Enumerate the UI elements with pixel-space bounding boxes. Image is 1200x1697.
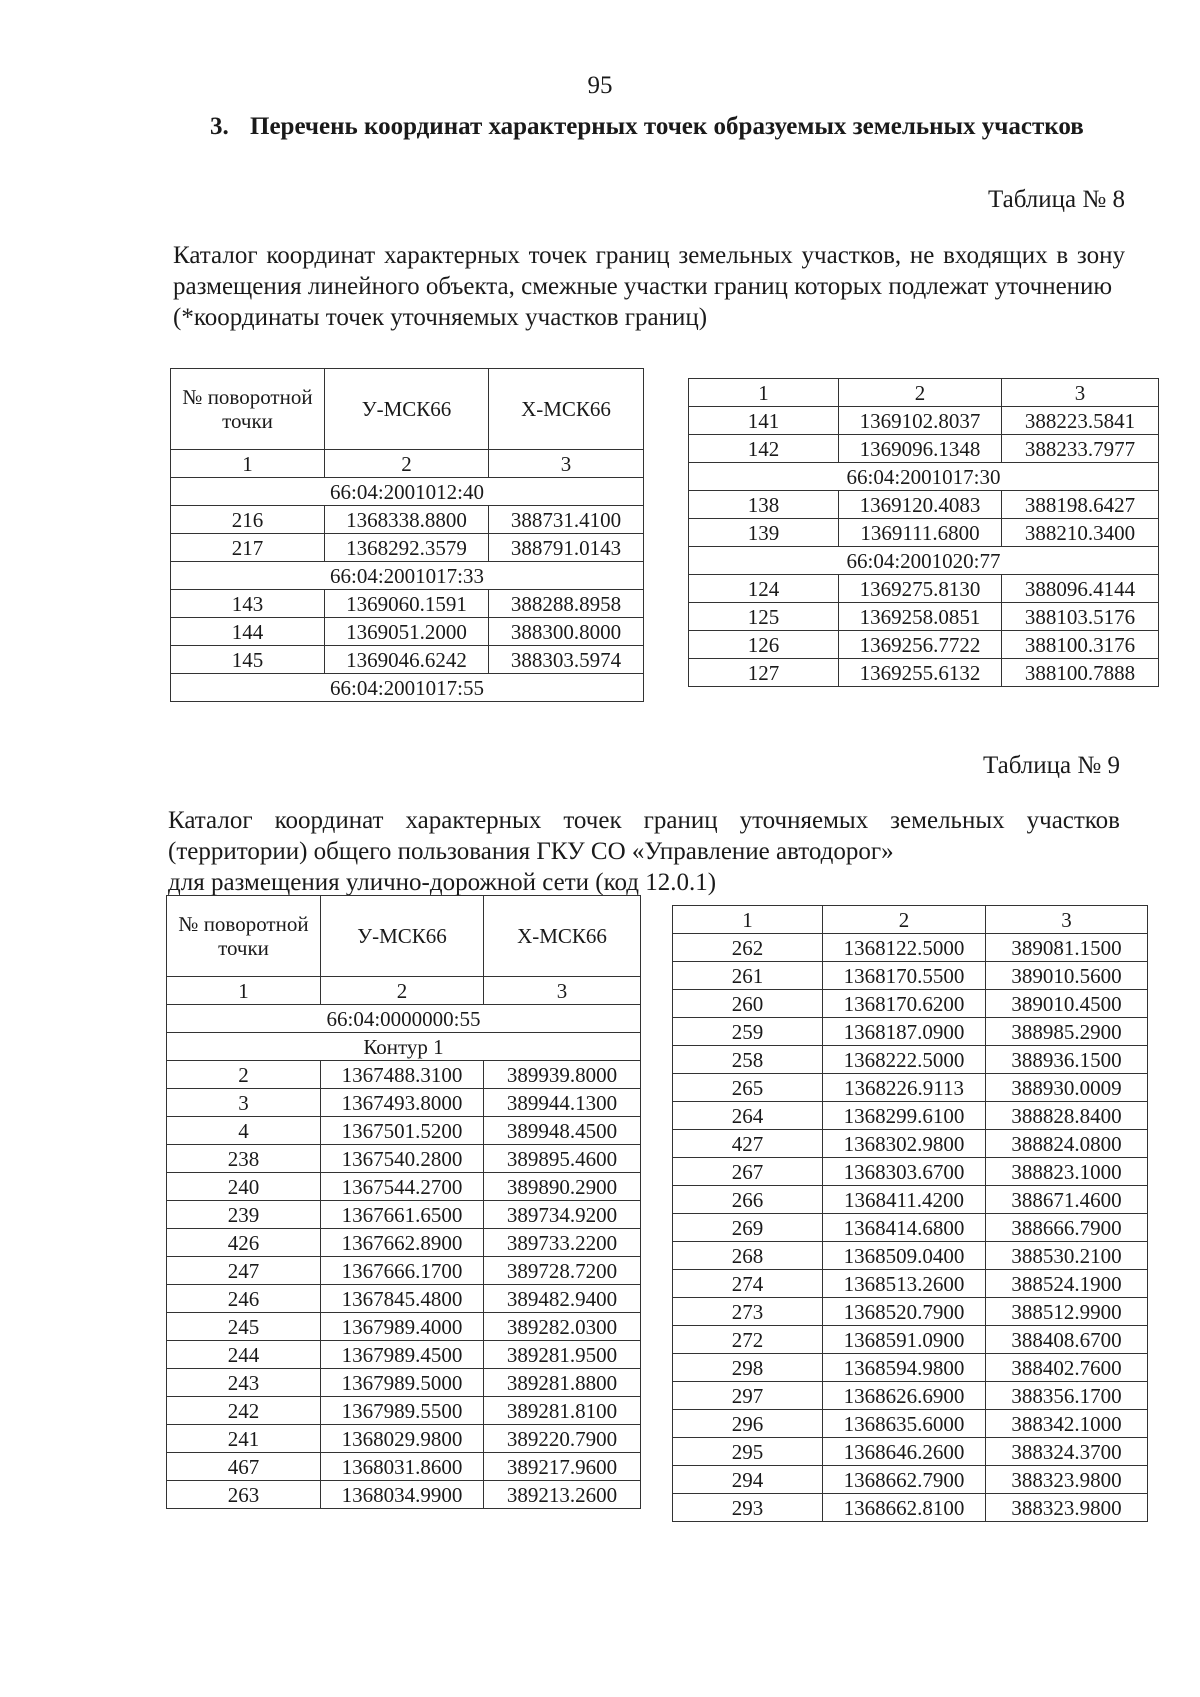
y-coordinate: 1367989.5500 [321, 1397, 484, 1425]
page-number: 95 [587, 72, 613, 99]
coordinate-row [673, 1158, 1148, 1186]
column-number: 2 [321, 977, 484, 1005]
column-number: 1 [167, 977, 321, 1005]
point-number: 298 [673, 1354, 823, 1382]
point-number: 293 [673, 1494, 823, 1522]
header-x-msk66: Х-МСК66 [489, 369, 644, 450]
table8-caption-last: (*координаты точек уточняемых участков границ) [173, 304, 708, 331]
coordinate-row [689, 603, 1159, 631]
x-coordinate: 389010.4500 [986, 990, 1148, 1018]
x-coordinate: 389895.4600 [484, 1145, 641, 1173]
x-coordinate: 388402.7600 [986, 1354, 1148, 1382]
y-coordinate: 1368662.8100 [823, 1494, 986, 1522]
point-number: 273 [673, 1298, 823, 1326]
section-heading-number: 3. [210, 113, 229, 140]
coordinate-row [673, 1410, 1148, 1438]
y-coordinate: 1368414.6800 [823, 1214, 986, 1242]
x-coordinate: 389010.5600 [986, 962, 1148, 990]
point-number: 267 [673, 1158, 823, 1186]
y-coordinate: 1367493.8000 [321, 1089, 484, 1117]
x-coordinate: 388823.1000 [986, 1158, 1148, 1186]
x-coordinate: 388323.9800 [986, 1494, 1148, 1522]
table-header-row [167, 896, 641, 977]
y-coordinate: 1367666.1700 [321, 1257, 484, 1285]
coordinate-row [673, 1074, 1148, 1102]
coordinate-row [167, 1173, 641, 1201]
x-coordinate: 388936.1500 [986, 1046, 1148, 1074]
point-number: 427 [673, 1130, 823, 1158]
coordinate-row [167, 1285, 641, 1313]
y-coordinate: 1368509.0400 [823, 1242, 986, 1270]
coordinate-row [689, 659, 1159, 687]
x-coordinate: 389734.9200 [484, 1201, 641, 1229]
point-number: 145 [171, 646, 325, 674]
point-number: 142 [689, 435, 839, 463]
y-coordinate: 1368170.6200 [823, 990, 986, 1018]
x-coordinate: 388828.8400 [986, 1102, 1148, 1130]
coordinate-row [171, 618, 644, 646]
column-number: 1 [171, 450, 325, 478]
point-number: 240 [167, 1173, 321, 1201]
table9-right [672, 905, 1148, 1522]
header-point-number: № поворотной точки [171, 369, 325, 450]
y-coordinate: 1368034.9900 [321, 1481, 484, 1509]
y-coordinate: 1367488.3100 [321, 1061, 484, 1089]
x-coordinate: 389482.9400 [484, 1285, 641, 1313]
x-coordinate: 388824.0800 [986, 1130, 1148, 1158]
column-number: 2 [839, 379, 1002, 407]
coordinate-row [167, 1341, 641, 1369]
x-coordinate: 388530.2100 [986, 1242, 1148, 1270]
x-coordinate: 388930.0009 [986, 1074, 1148, 1102]
coordinate-row [689, 631, 1159, 659]
table8-left [170, 368, 644, 702]
x-coordinate: 388324.3700 [986, 1438, 1148, 1466]
y-coordinate: 1369046.6242 [325, 646, 489, 674]
coordinate-row [673, 1466, 1148, 1494]
x-coordinate: 388303.5974 [489, 646, 644, 674]
coordinate-row [171, 646, 644, 674]
y-coordinate: 1367845.4800 [321, 1285, 484, 1313]
y-coordinate: 1368338.8800 [325, 506, 489, 534]
coordinate-row [167, 1397, 641, 1425]
x-coordinate: 389944.1300 [484, 1089, 641, 1117]
table8-caption-main: Каталог координат характерных точек границ земельных участков, не входящих в зону размещения линейного объекта, смежные участки границ которых подлежат уточнению [173, 242, 1125, 300]
y-coordinate: 1367540.2800 [321, 1145, 484, 1173]
parcel-cadastral-number: 66:04:2001020:77 [689, 547, 1159, 575]
x-coordinate: 388103.5176 [1002, 603, 1159, 631]
y-coordinate: 1369060.1591 [325, 590, 489, 618]
x-coordinate: 388731.4100 [489, 506, 644, 534]
x-coordinate: 389281.9500 [484, 1341, 641, 1369]
y-coordinate: 1368292.3579 [325, 534, 489, 562]
point-number: 260 [673, 990, 823, 1018]
coordinate-row [689, 407, 1159, 435]
table9-caption-last: для размещения улично-дорожной сети (код 12.0.1) [168, 869, 717, 896]
point-number: 242 [167, 1397, 321, 1425]
x-coordinate: 388210.3400 [1002, 519, 1159, 547]
y-coordinate: 1369111.6800 [839, 519, 1002, 547]
point-number: 143 [171, 590, 325, 618]
parcel-section-row [171, 674, 644, 702]
point-number: 295 [673, 1438, 823, 1466]
coordinate-row [167, 1313, 641, 1341]
x-coordinate: 388342.1000 [986, 1410, 1148, 1438]
point-number: 245 [167, 1313, 321, 1341]
x-coordinate: 389281.8100 [484, 1397, 641, 1425]
point-number: 262 [673, 934, 823, 962]
table9-caption-main: Каталог координат характерных точек границ уточняемых земельных участков (территории) общего пользования ГКУ СО «Управление автодорог» [168, 807, 1120, 865]
y-coordinate: 1369258.0851 [839, 603, 1002, 631]
parcel-cadastral-number: 66:04:2001017:55 [171, 674, 644, 702]
coordinate-row [167, 1089, 641, 1117]
coordinate-row [673, 990, 1148, 1018]
point-number: 125 [689, 603, 839, 631]
y-coordinate: 1369096.1348 [839, 435, 1002, 463]
coordinate-row [673, 1018, 1148, 1046]
point-number: 216 [171, 506, 325, 534]
y-coordinate: 1367989.4500 [321, 1341, 484, 1369]
coordinate-row [167, 1061, 641, 1089]
x-coordinate: 388356.1700 [986, 1382, 1148, 1410]
coordinate-row [673, 1382, 1148, 1410]
coordinate-row [171, 590, 644, 618]
x-coordinate: 388323.9800 [986, 1466, 1148, 1494]
point-number: 141 [689, 407, 839, 435]
parcel-cadastral-number: Контур 1 [167, 1033, 641, 1061]
coordinate-row [689, 491, 1159, 519]
x-coordinate: 388100.7888 [1002, 659, 1159, 687]
coordinate-row [167, 1481, 641, 1509]
point-number: 244 [167, 1341, 321, 1369]
point-number: 264 [673, 1102, 823, 1130]
x-coordinate: 388524.1900 [986, 1270, 1148, 1298]
column-number: 2 [823, 906, 986, 934]
point-number: 3 [167, 1089, 321, 1117]
table8-right [688, 378, 1159, 687]
point-number: 258 [673, 1046, 823, 1074]
header-y-msk66: У-МСК66 [325, 369, 489, 450]
parcel-cadastral-number: 66:04:2001012:40 [171, 478, 644, 506]
point-number: 144 [171, 618, 325, 646]
x-coordinate: 389220.7900 [484, 1425, 641, 1453]
coordinate-row [171, 534, 644, 562]
coordinate-row [673, 1326, 1148, 1354]
x-coordinate: 389281.8800 [484, 1369, 641, 1397]
parcel-section-row [689, 547, 1159, 575]
column-number: 3 [986, 906, 1148, 934]
point-number: 426 [167, 1229, 321, 1257]
x-coordinate: 388096.4144 [1002, 575, 1159, 603]
coordinate-row [673, 1186, 1148, 1214]
coordinate-row [673, 1270, 1148, 1298]
x-coordinate: 388408.6700 [986, 1326, 1148, 1354]
y-coordinate: 1367661.6500 [321, 1201, 484, 1229]
point-number: 467 [167, 1453, 321, 1481]
coordinate-row [167, 1369, 641, 1397]
y-coordinate: 1368031.8600 [321, 1453, 484, 1481]
coordinate-row [167, 1257, 641, 1285]
x-coordinate: 389213.2600 [484, 1481, 641, 1509]
point-number: 294 [673, 1466, 823, 1494]
y-coordinate: 1368187.0900 [823, 1018, 986, 1046]
parcel-section-row [171, 562, 644, 590]
x-coordinate: 389217.9600 [484, 1453, 641, 1481]
coordinate-row [673, 1494, 1148, 1522]
x-coordinate: 389282.0300 [484, 1313, 641, 1341]
point-number: 239 [167, 1201, 321, 1229]
column-number: 3 [1002, 379, 1159, 407]
coordinate-row [673, 1046, 1148, 1074]
coordinate-row [167, 1145, 641, 1173]
coordinate-row [689, 435, 1159, 463]
x-coordinate: 388223.5841 [1002, 407, 1159, 435]
coordinate-row [673, 1102, 1148, 1130]
coordinate-row [673, 962, 1148, 990]
coordinate-row [673, 1130, 1148, 1158]
y-coordinate: 1368591.0900 [823, 1326, 986, 1354]
table8-label: Таблица № 8 [987, 186, 1125, 213]
coordinate-row [689, 575, 1159, 603]
y-coordinate: 1368222.5000 [823, 1046, 986, 1074]
point-number: 138 [689, 491, 839, 519]
point-number: 217 [171, 534, 325, 562]
column-number: 3 [484, 977, 641, 1005]
point-number: 269 [673, 1214, 823, 1242]
column-number-row [171, 450, 644, 478]
point-number: 126 [689, 631, 839, 659]
point-number: 297 [673, 1382, 823, 1410]
column-number-row [689, 379, 1159, 407]
parcel-cadastral-number: 66:04:2001017:30 [689, 463, 1159, 491]
point-number: 268 [673, 1242, 823, 1270]
y-coordinate: 1369102.8037 [839, 407, 1002, 435]
y-coordinate: 1368226.9113 [823, 1074, 986, 1102]
point-number: 263 [167, 1481, 321, 1509]
table9-left [166, 895, 641, 1509]
y-coordinate: 1368302.9800 [823, 1130, 986, 1158]
column-number: 1 [673, 906, 823, 934]
y-coordinate: 1367544.2700 [321, 1173, 484, 1201]
column-number: 2 [325, 450, 489, 478]
coordinate-row [673, 1298, 1148, 1326]
x-coordinate: 389939.8000 [484, 1061, 641, 1089]
coordinate-row [673, 1354, 1148, 1382]
x-coordinate: 388300.8000 [489, 618, 644, 646]
x-coordinate: 389890.2900 [484, 1173, 641, 1201]
y-coordinate: 1368122.5000 [823, 934, 986, 962]
y-coordinate: 1368299.6100 [823, 1102, 986, 1130]
coordinate-row [167, 1453, 641, 1481]
parcel-section-row [167, 1005, 641, 1033]
x-coordinate: 388233.7977 [1002, 435, 1159, 463]
section-heading [210, 112, 1130, 142]
parcel-cadastral-number: 66:04:0000000:55 [167, 1005, 641, 1033]
x-coordinate: 389081.1500 [986, 934, 1148, 962]
coordinate-row [167, 1425, 641, 1453]
parcel-cadastral-number: 66:04:2001017:33 [171, 562, 644, 590]
y-coordinate: 1369256.7722 [839, 631, 1002, 659]
coordinate-row [167, 1229, 641, 1257]
x-coordinate: 389948.4500 [484, 1117, 641, 1145]
point-number: 247 [167, 1257, 321, 1285]
x-coordinate: 389728.7200 [484, 1257, 641, 1285]
coordinate-row [167, 1201, 641, 1229]
y-coordinate: 1368303.6700 [823, 1158, 986, 1186]
parcel-section-row [689, 463, 1159, 491]
header-x-msk66: Х-МСК66 [484, 896, 641, 977]
y-coordinate: 1369275.8130 [839, 575, 1002, 603]
y-coordinate: 1368646.2600 [823, 1438, 986, 1466]
table9-caption [168, 805, 1120, 898]
x-coordinate: 388985.2900 [986, 1018, 1148, 1046]
point-number: 266 [673, 1186, 823, 1214]
point-number: 238 [167, 1145, 321, 1173]
point-number: 2 [167, 1061, 321, 1089]
y-coordinate: 1367989.4000 [321, 1313, 484, 1341]
x-coordinate: 388671.4600 [986, 1186, 1148, 1214]
table9-label: Таблица № 9 [982, 752, 1120, 779]
y-coordinate: 1367662.8900 [321, 1229, 484, 1257]
point-number: 274 [673, 1270, 823, 1298]
parcel-section-row [167, 1033, 641, 1061]
table8-caption [173, 240, 1125, 333]
coordinate-row [171, 506, 644, 534]
point-number: 124 [689, 575, 839, 603]
coordinate-row [167, 1117, 641, 1145]
x-coordinate: 388666.7900 [986, 1214, 1148, 1242]
point-number: 127 [689, 659, 839, 687]
column-number-row [673, 906, 1148, 934]
section-heading-text: Перечень координат характерных точек образуемых земельных участков [250, 113, 1084, 140]
header-point-number: № поворотной точки [167, 896, 321, 977]
point-number: 259 [673, 1018, 823, 1046]
y-coordinate: 1368520.7900 [823, 1298, 986, 1326]
header-y-msk66: У-МСК66 [321, 896, 484, 977]
y-coordinate: 1368635.6000 [823, 1410, 986, 1438]
y-coordinate: 1369255.6132 [839, 659, 1002, 687]
point-number: 243 [167, 1369, 321, 1397]
x-coordinate: 388288.8958 [489, 590, 644, 618]
y-coordinate: 1369120.4083 [839, 491, 1002, 519]
y-coordinate: 1367989.5000 [321, 1369, 484, 1397]
y-coordinate: 1368029.9800 [321, 1425, 484, 1453]
point-number: 241 [167, 1425, 321, 1453]
coordinate-row [673, 1214, 1148, 1242]
coordinate-row [673, 934, 1148, 962]
y-coordinate: 1368513.2600 [823, 1270, 986, 1298]
coordinate-row [673, 1438, 1148, 1466]
y-coordinate: 1367501.5200 [321, 1117, 484, 1145]
y-coordinate: 1368170.5500 [823, 962, 986, 990]
y-coordinate: 1369051.2000 [325, 618, 489, 646]
coordinate-row [689, 519, 1159, 547]
point-number: 296 [673, 1410, 823, 1438]
point-number: 265 [673, 1074, 823, 1102]
y-coordinate: 1368626.6900 [823, 1382, 986, 1410]
parcel-section-row [171, 478, 644, 506]
point-number: 246 [167, 1285, 321, 1313]
point-number: 139 [689, 519, 839, 547]
y-coordinate: 1368411.4200 [823, 1186, 986, 1214]
column-number-row [167, 977, 641, 1005]
point-number: 272 [673, 1326, 823, 1354]
coordinate-row [673, 1242, 1148, 1270]
column-number: 3 [489, 450, 644, 478]
y-coordinate: 1368662.7900 [823, 1466, 986, 1494]
table-header-row [171, 369, 644, 450]
x-coordinate: 389733.2200 [484, 1229, 641, 1257]
x-coordinate: 388198.6427 [1002, 491, 1159, 519]
x-coordinate: 388791.0143 [489, 534, 644, 562]
x-coordinate: 388512.9900 [986, 1298, 1148, 1326]
column-number: 1 [689, 379, 839, 407]
point-number: 261 [673, 962, 823, 990]
y-coordinate: 1368594.9800 [823, 1354, 986, 1382]
point-number: 4 [167, 1117, 321, 1145]
x-coordinate: 388100.3176 [1002, 631, 1159, 659]
